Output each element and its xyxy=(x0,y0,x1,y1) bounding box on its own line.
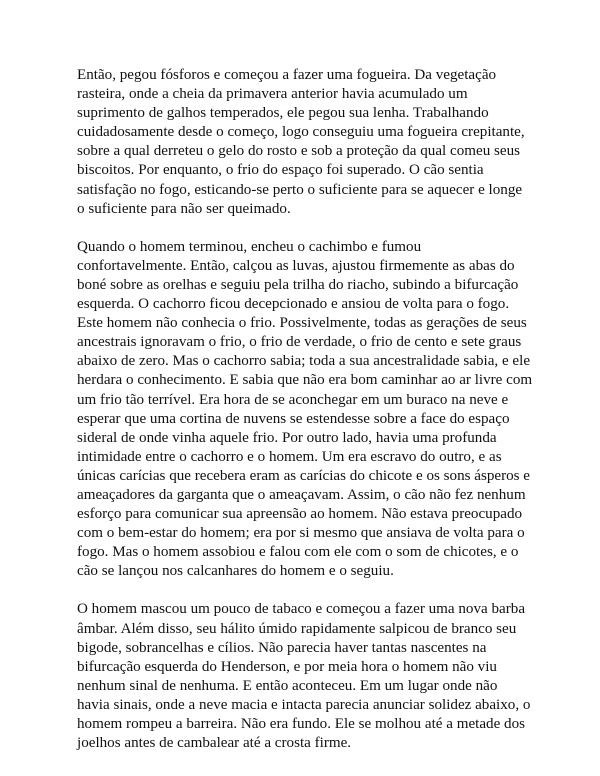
document-page xyxy=(77,66,533,772)
paragraph-2: Quando o homem terminou, encheu o cachimbo e fumou confortavelmente. Então, calçou as luvas, ajustou firmemente as abas do boné sobre as orelhas e seguiu pela trilha do riacho, subindo a bifurcação esquerda. O cachorro ficou decepcionado e ansiou de volta para o fogo. Este homem não conhecia o frio. Possivelmente, todas as gerações de seus ancestrais ignoravam o frio, o frio de verdade, o frio de cento e sete graus abaixo de zero. Mas o cachorro sabia; toda a sua ancestralidade sabia, e ele herdara o conhecimento. E sabia que não era bom caminhar ao ar livre com um frio tão terrível. Era hora de se aconchegar em um buraco na neve e esperar que uma cortina de nuvens se estendesse sobre a face do espaço sideral de onde vinha aquele frio. Por outro lado, havia uma profunda intimidade entre o cachorro e o homem. Um era escravo do outro, e as únicas carícias que recebera eram as carícias do chicote e os sons ásperos e ameaçadores da garganta que o ameaçavam. Assim, o cão não fez nenhum esforço para comunicar sua apreensão ao homem. Não estava preocupado com o bem-estar do homem; era por si mesmo que ansiava de volta para o fogo. Mas o homem assobiou e falou com ele com o som de chicotes, e o cão se lançou nos calcanhares do homem e o seguiu. xyxy=(77,238,533,580)
paragraph-1: Então, pegou fósforos e começou a fazer uma fogueira. Da vegetação rasteira, onde a cheia da primavera anterior havia acumulado um suprimento de galhos temperados, ele pegou sua lenha. Trabalhando cuidadosamente desde o começo, logo conseguiu uma fogueira crepitante, sobre a qual derreteu o gelo do rosto e sob a proteção da qual comeu seus biscoitos. Por enquanto, o frio do espaço foi superado. O cão sentia satisfação no fogo, esticando-se perto o suficiente para se aquecer e longe o suficiente para não ser queimado. xyxy=(77,67,525,217)
paragraph-3: O homem mascou um pouco de tabaco e começou a fazer uma nova barba âmbar. Além disso, seu hálito úmido rapidamente salpicou de branco seu bigode, sobrancelhas e cílios. Não parecia haver tantas nascentes na bifurcação esquerda do Henderson, e por meia hora o homem não viu nenhum sinal de nenhuma. E então aconteceu. Em um lugar onde não havia sinais, onde a neve macia e intacta parecia anunciar solidez abaixo, o homem rompeu a barreira. Não era fundo. Ele se molhou até a metade dos joelhos antes de cambalear até a crosta firme. xyxy=(77,601,531,752)
